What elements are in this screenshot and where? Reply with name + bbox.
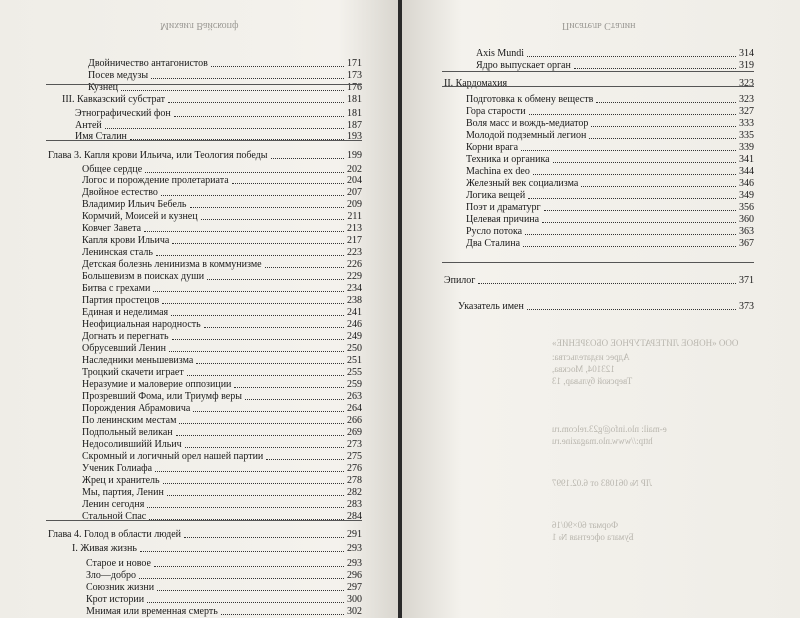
toc-leader-dots <box>265 267 344 268</box>
toc-leader-dots <box>533 174 736 175</box>
toc-entry-title: По ленинским местам <box>82 415 177 426</box>
toc-entry <box>82 187 362 199</box>
toc-entry-page: 211 <box>347 211 362 222</box>
toc-leader-dots <box>589 138 736 139</box>
toc-entry-page: 223 <box>347 247 362 258</box>
toc-entry-page: 278 <box>347 475 362 486</box>
toc-entry-page: 187 <box>347 120 362 131</box>
toc-entry <box>458 301 754 313</box>
toc-entry-title: Указатель имен <box>458 301 524 312</box>
toc-entry <box>444 275 754 287</box>
toc-rule <box>46 140 362 141</box>
toc-entry-title: Битва с грехами <box>82 283 151 294</box>
toc-entry <box>82 271 362 283</box>
toc-leader-dots <box>139 578 344 579</box>
toc-leader-dots <box>185 447 344 448</box>
toc-entry-title: Антей <box>75 120 102 131</box>
toc-entry <box>82 247 362 259</box>
toc-entry <box>82 259 362 271</box>
toc-entry <box>466 202 754 214</box>
toc-entry-title: Крот истории <box>86 594 145 605</box>
toc-entry-page: 341 <box>739 154 754 165</box>
toc-leader-dots <box>156 255 344 256</box>
toc-entry <box>476 48 754 60</box>
toc-leader-dots <box>591 126 736 127</box>
toc-entry-page: 302 <box>347 606 362 617</box>
toc-entry-title: Ленинская сталь <box>82 247 153 258</box>
toc-entry-title: Железный век социализма <box>466 178 579 189</box>
toc-entry-title: Двойничество антагонистов <box>88 58 208 69</box>
toc-entry-page: 202 <box>347 164 362 175</box>
toc-entry <box>82 511 362 523</box>
toc-leader-dots <box>221 614 344 615</box>
toc-entry <box>82 223 362 235</box>
toc-entry-page: 273 <box>347 439 362 450</box>
toc-entry-title: Гора старости <box>466 106 526 117</box>
toc-entry <box>82 475 362 487</box>
toc-entry-page: 293 <box>347 558 362 569</box>
toc-entry <box>82 379 362 391</box>
toc-leader-dots <box>172 339 344 340</box>
toc-leader-dots <box>168 102 344 103</box>
toc-entry <box>82 391 362 403</box>
toc-entry-page: 363 <box>739 226 754 237</box>
toc-entry-title: Воля масс и вождь-медиатор <box>466 118 589 129</box>
toc-leader-dots <box>245 399 344 400</box>
toc-entry-title: I. Живая жизнь <box>72 543 137 554</box>
toc-leader-dots <box>151 78 344 79</box>
toc-entry <box>82 295 362 307</box>
toc-entry <box>82 367 362 379</box>
left-page <box>0 0 398 618</box>
toc-entry-title: Поэт и драматург <box>466 202 541 213</box>
toc-leader-dots <box>523 246 736 247</box>
toc-entry <box>86 606 362 618</box>
toc-rule <box>46 520 362 521</box>
toc-entry-page: 314 <box>739 48 754 59</box>
toc-leader-dots <box>161 195 344 196</box>
toc-entry <box>466 130 754 142</box>
toc-entry-title: Капля крови Ильича <box>82 235 170 246</box>
toc-entry-page: 373 <box>739 301 754 312</box>
toc-entry-page: 275 <box>347 451 362 462</box>
toc-entry-page: 193 <box>347 131 362 142</box>
toc-leader-dots <box>147 507 344 508</box>
toc-leader-dots <box>184 537 344 538</box>
toc-leader-dots <box>232 183 344 184</box>
toc-entry-title: Подпольный великан <box>82 427 173 438</box>
toc-entry <box>62 94 362 106</box>
toc-entry-title: Глава 4. Голод в области людей <box>48 529 182 540</box>
toc-entry-page: 176 <box>347 82 362 93</box>
toc-entry-title: Владимир Ильич Бебель <box>82 199 187 210</box>
toc-leader-dots <box>179 423 344 424</box>
toc-leader-dots <box>525 234 736 235</box>
toc-entry-title: Обрусевший Ленин <box>82 343 167 354</box>
toc-entry-page: 283 <box>347 499 362 510</box>
toc-entry-title: Партия простецов <box>82 295 160 306</box>
toc-entry <box>82 463 362 475</box>
toc-entry-title: Молодой подземный легион <box>466 130 587 141</box>
toc-entry-title: III. Кавказский субстрат <box>62 94 166 105</box>
toc-entry-title: Глава 3. Капля крови Ильича, или Теология победы <box>48 150 268 161</box>
toc-entry <box>86 582 362 594</box>
toc-entry-page: 246 <box>347 319 362 330</box>
toc-entry-title: Ядро выпускает орган <box>476 60 571 71</box>
toc-entry-page: 241 <box>347 307 362 318</box>
toc-leader-dots <box>187 375 344 376</box>
toc-entry-title: Двойное естество <box>82 187 158 198</box>
toc-entry <box>466 118 754 130</box>
toc-entry-title: Стальной Спас <box>82 511 147 522</box>
toc-entry <box>466 166 754 178</box>
toc-entry <box>466 106 754 118</box>
toc-entry-title: Техника и органика <box>466 154 550 165</box>
toc-leader-dots <box>521 150 736 151</box>
toc-entry-page: 234 <box>347 283 362 294</box>
toc-entry <box>82 343 362 355</box>
toc-leader-dots <box>190 207 345 208</box>
toc-entry-title: Наследники меньшевизма <box>82 355 194 366</box>
toc-leader-dots <box>154 566 344 567</box>
imprint-line: 123104, Москва, <box>552 364 615 374</box>
toc-entry-page: 199 <box>347 150 362 161</box>
toc-entry-title: Эпилог <box>444 275 476 286</box>
toc-entry <box>88 70 362 82</box>
toc-entry <box>444 78 754 90</box>
toc-leader-dots <box>169 351 344 352</box>
toc-entry-page: 213 <box>347 223 362 234</box>
toc-entry-title: Союзник жизни <box>86 582 155 593</box>
toc-entry-title: Скромный и логичный орел нашей партии <box>82 451 264 462</box>
toc-entry-page: 173 <box>347 70 362 81</box>
toc-entry-page: 269 <box>347 427 362 438</box>
toc-entry-page: 251 <box>347 355 362 366</box>
toc-entry-title: Прозревший Фома, или Триумф веры <box>82 391 242 402</box>
toc-entry-title: Большевизм в поисках души <box>82 271 205 282</box>
toc-entry <box>82 319 362 331</box>
toc-entry <box>82 415 362 427</box>
toc-leader-dots <box>144 231 344 232</box>
toc-entry-page: 276 <box>347 463 362 474</box>
toc-entry-page: 333 <box>739 118 754 129</box>
toc-leader-dots <box>121 90 344 91</box>
toc-entry <box>466 226 754 238</box>
toc-leader-dots <box>544 210 736 211</box>
toc-leader-dots <box>162 303 344 304</box>
toc-entry-page: 238 <box>347 295 362 306</box>
toc-entry <box>48 150 362 162</box>
toc-entry-page: 217 <box>347 235 362 246</box>
toc-entry <box>466 178 754 190</box>
toc-entry-page: 293 <box>347 543 362 554</box>
toc-entry-title: Этнографический фон <box>75 108 171 119</box>
toc-entry-page: 367 <box>739 238 754 249</box>
toc-entry-page: 327 <box>739 106 754 117</box>
toc-entry-title: Логос и порождение пролетариата <box>82 175 229 186</box>
toc-leader-dots <box>172 243 344 244</box>
toc-entry <box>466 238 754 250</box>
toc-entry-title: Старое и новое <box>86 558 151 569</box>
toc-entry <box>82 355 362 367</box>
toc-entry-title: Русло потока <box>466 226 523 237</box>
imprint-line: Формат 60×90/16 <box>552 520 619 530</box>
imprint-line: e-mail: nlo.info@g23.relcom.ru <box>552 424 667 434</box>
toc-entry <box>82 283 362 295</box>
toc-leader-dots <box>196 363 344 364</box>
toc-entry-title: Единая и неделимая <box>82 307 169 318</box>
toc-entry-title: Корни врага <box>466 142 519 153</box>
toc-entry-title: Целевая причина <box>466 214 540 225</box>
toc-entry-page: 323 <box>739 94 754 105</box>
toc-entry-page: 296 <box>347 570 362 581</box>
toc-entry-page: 209 <box>347 199 362 210</box>
toc-entry-page: 323 <box>739 78 754 89</box>
imprint-line: http://www.nlo.magazine.ru <box>552 436 653 446</box>
toc-entry-page: 356 <box>739 202 754 213</box>
toc-entry <box>75 131 362 143</box>
toc-leader-dots <box>207 279 344 280</box>
toc-leader-dots <box>193 411 344 412</box>
toc-entry <box>86 558 362 570</box>
toc-entry <box>82 403 362 415</box>
toc-entry <box>82 427 362 439</box>
toc-entry <box>82 175 362 187</box>
toc-entry <box>466 190 754 202</box>
toc-entry-title: Axis Mundi <box>476 48 525 59</box>
toc-entry <box>48 529 362 541</box>
toc-entry <box>82 499 362 511</box>
toc-rule <box>442 86 754 87</box>
toc-entry-title: Детская болезнь ленинизма в коммунизме <box>82 259 262 270</box>
toc-entry-page: 266 <box>347 415 362 426</box>
toc-entry-page: 264 <box>347 403 362 414</box>
toc-entry <box>466 154 754 166</box>
toc-entry-title: Неофициальная народность <box>82 319 201 330</box>
toc-entry-page: 229 <box>347 271 362 282</box>
toc-leader-dots <box>528 198 736 199</box>
toc-entry-title: Догнать и перегнать <box>82 331 169 342</box>
toc-entry-title: Имя Сталин <box>75 131 127 142</box>
toc-entry <box>72 543 362 555</box>
toc-leader-dots <box>581 186 736 187</box>
toc-entry-page: 319 <box>739 60 754 71</box>
toc-entry-page: 371 <box>739 275 754 286</box>
toc-entry-page: 335 <box>739 130 754 141</box>
imprint-line: Тверской бульвар, 13 <box>552 376 633 386</box>
toc-leader-dots <box>266 459 344 460</box>
toc-entry-title: Логика вещей <box>466 190 526 201</box>
toc-entry-page: 339 <box>739 142 754 153</box>
imprint-line: Бумага офсетная № 1 <box>552 532 634 542</box>
toc-leader-dots <box>155 471 344 472</box>
toc-entry-page: 291 <box>347 529 362 540</box>
imprint-line: ЛР № 061083 от 6.02.1997 <box>552 478 653 488</box>
toc-entry-title: Общее сердце <box>82 164 143 175</box>
toc-entry <box>86 570 362 582</box>
toc-entry-title: Два Сталина <box>466 238 521 249</box>
toc-entry-page: 249 <box>347 331 362 342</box>
imprint-line: Адрес издательства: <box>552 352 630 362</box>
toc-leader-dots <box>163 483 344 484</box>
toc-entry-page: 207 <box>347 187 362 198</box>
toc-entry-title: Ученик Голиафа <box>82 463 153 474</box>
toc-entry-page: 250 <box>347 343 362 354</box>
toc-leader-dots <box>574 68 736 69</box>
toc-entry-page: 344 <box>739 166 754 177</box>
right-page <box>402 0 800 618</box>
toc-entry <box>82 487 362 499</box>
toc-entry-page: 360 <box>739 214 754 225</box>
imprint-line: ООО «НОВОЕ ЛИТЕРАТУРНОЕ ОБОЗРЕНИЕ» <box>552 338 739 348</box>
toc-entry-title: Machina ex deo <box>466 166 530 177</box>
toc-entry-title: Ковчег Завета <box>82 223 142 234</box>
toc-leader-dots <box>171 315 344 316</box>
toc-entry <box>82 211 362 223</box>
toc-entry-title: Недосолившийй Ильич <box>82 439 182 450</box>
toc-entry-page: 255 <box>347 367 362 378</box>
toc-leader-dots <box>105 128 344 129</box>
toc-leader-dots <box>527 309 736 310</box>
toc-leader-dots <box>271 158 345 159</box>
toc-entry <box>82 199 362 211</box>
toc-rule <box>442 71 754 72</box>
toc-entry-page: 346 <box>739 178 754 189</box>
toc-entry-page: 297 <box>347 582 362 593</box>
left-running-header: Михаил Вайскопф <box>160 20 239 31</box>
toc-leader-dots <box>147 602 344 603</box>
toc-entry-page: 181 <box>347 108 362 119</box>
toc-rule <box>442 262 754 263</box>
toc-entry <box>82 439 362 451</box>
toc-leader-dots <box>529 114 736 115</box>
toc-leader-dots <box>201 219 345 220</box>
toc-entry <box>88 58 362 70</box>
toc-entry-page: 204 <box>347 175 362 186</box>
toc-entry-page: 284 <box>347 511 362 522</box>
toc-entry <box>86 594 362 606</box>
toc-leader-dots <box>211 66 344 67</box>
toc-entry-title: Порождения Абрамовича <box>82 403 191 414</box>
toc-leader-dots <box>527 56 736 57</box>
toc-leader-dots <box>176 435 344 436</box>
toc-entry-page: 349 <box>739 190 754 201</box>
toc-entry-page: 171 <box>347 58 362 69</box>
right-running-header: Писатель Сталин <box>562 20 636 31</box>
toc-entry <box>82 451 362 463</box>
toc-entry-title: Подготовка к обмену веществ <box>466 94 594 105</box>
toc-leader-dots <box>167 495 344 496</box>
toc-entry-page: 181 <box>347 94 362 105</box>
toc-entry-title: II. Кардомахия <box>444 78 508 89</box>
toc-leader-dots <box>204 327 344 328</box>
toc-entry <box>75 108 362 120</box>
toc-leader-dots <box>542 222 736 223</box>
toc-leader-dots <box>234 387 344 388</box>
toc-entry <box>82 235 362 247</box>
toc-leader-dots <box>553 162 736 163</box>
toc-entry <box>466 94 754 106</box>
toc-leader-dots <box>153 291 344 292</box>
toc-entry-title: Кормчий, Моисей и кузнец <box>82 211 198 222</box>
toc-entry-page: 226 <box>347 259 362 270</box>
toc-entry <box>466 142 754 154</box>
toc-leader-dots <box>140 551 344 552</box>
toc-leader-dots <box>174 116 344 117</box>
toc-entry-title: Зло—добро <box>86 570 137 581</box>
toc-entry-title: Жрец и хранитель <box>82 475 160 486</box>
toc-entry-title: Мнимая или временная смерть <box>86 606 218 617</box>
toc-entry-page: 259 <box>347 379 362 390</box>
toc-entry-title: Ленин сегодня <box>82 499 145 510</box>
toc-entry-title: Мы, партия, Ленин <box>82 487 164 498</box>
toc-entry <box>82 307 362 319</box>
toc-entry-title: Неразумие и маловерие оппозиции <box>82 379 232 390</box>
toc-entry-page: 263 <box>347 391 362 402</box>
toc-leader-dots <box>157 590 344 591</box>
toc-leader-dots <box>478 283 736 284</box>
toc-entry-page: 282 <box>347 487 362 498</box>
toc-entry <box>466 214 754 226</box>
toc-entry-title: Кузнец <box>88 82 119 93</box>
toc-entry-title: Троцкий скачети играет <box>82 367 184 378</box>
toc-entry-title: Посев медузы <box>88 70 149 81</box>
toc-entry-page: 300 <box>347 594 362 605</box>
toc-leader-dots <box>596 102 736 103</box>
toc-rule <box>46 84 362 85</box>
toc-leader-dots <box>145 172 344 173</box>
toc-entry <box>82 331 362 343</box>
